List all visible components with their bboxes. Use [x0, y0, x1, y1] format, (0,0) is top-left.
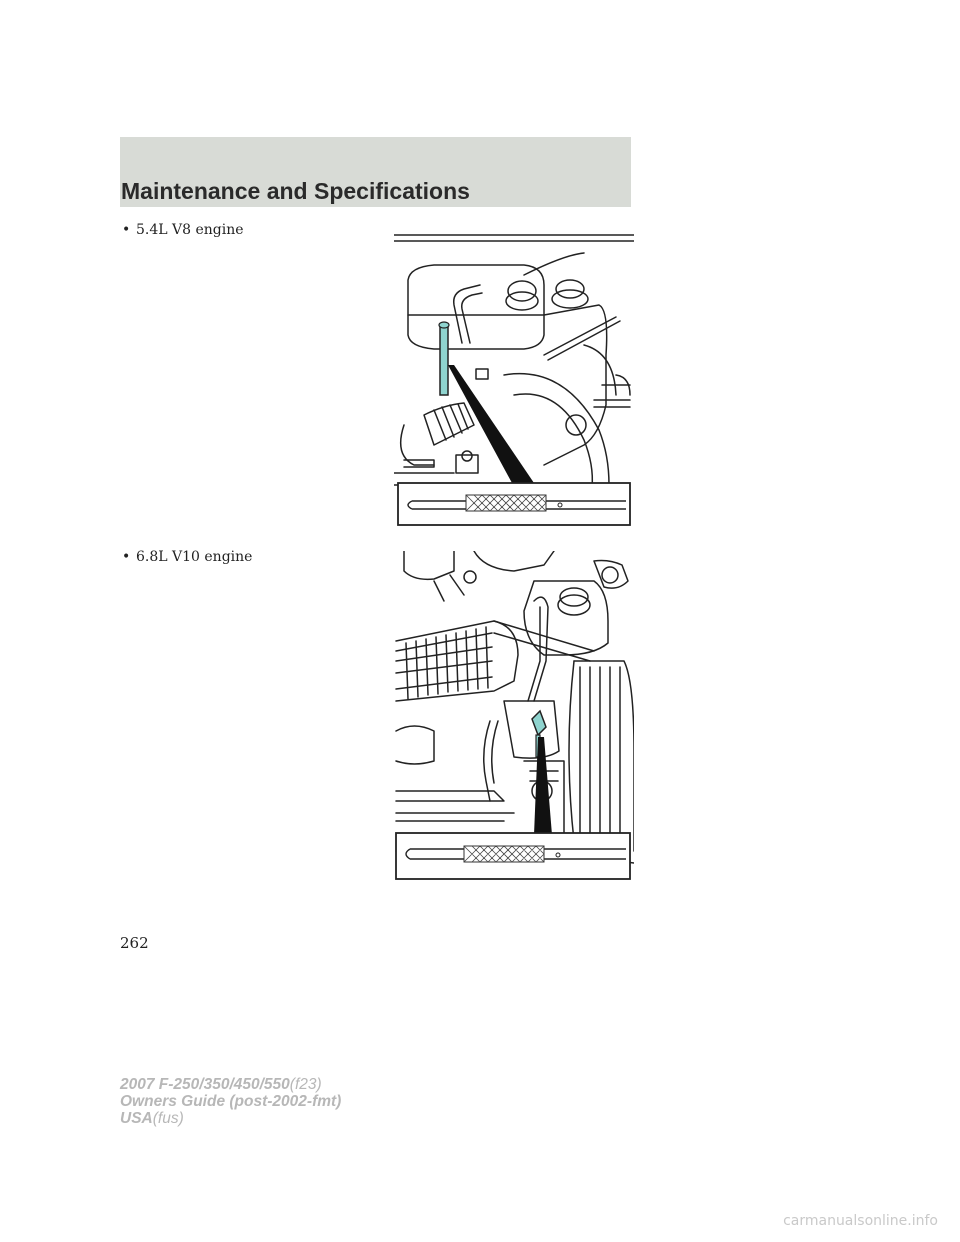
bullet-item-6-8l [122, 549, 252, 565]
footer-market-code: (fus) [152, 1110, 184, 1127]
page-title: Maintenance and Specifications [121, 178, 470, 204]
engine-illustration-5-4l [394, 225, 634, 530]
footer-model-code: (f23) [289, 1076, 322, 1093]
page-number: 262 [120, 934, 149, 952]
bullet-item-5-4l [122, 222, 244, 238]
footer-line-market [120, 1110, 341, 1127]
footer-market: USA [120, 1110, 153, 1127]
engine-dipstick-illustration-6-8l-icon [394, 551, 634, 880]
bullet-marker: • [122, 549, 131, 565]
bullet-text: 6.8L V10 engine [136, 549, 253, 565]
footer-line-model [120, 1076, 341, 1093]
footer-model: 2007 F-250/350/450/550 [120, 1076, 290, 1093]
bullet-text: 5.4L V8 engine [136, 222, 244, 238]
footer-document-info [120, 1076, 341, 1127]
bullet-marker: • [122, 222, 131, 238]
engine-dipstick-illustration-5-4l-icon [394, 225, 634, 530]
engine-illustration-6-8l [394, 551, 634, 880]
footer-line-guide: Owners Guide (post-2002-fmt) [120, 1093, 342, 1110]
watermark: carmanualsonline.info [783, 1213, 938, 1229]
